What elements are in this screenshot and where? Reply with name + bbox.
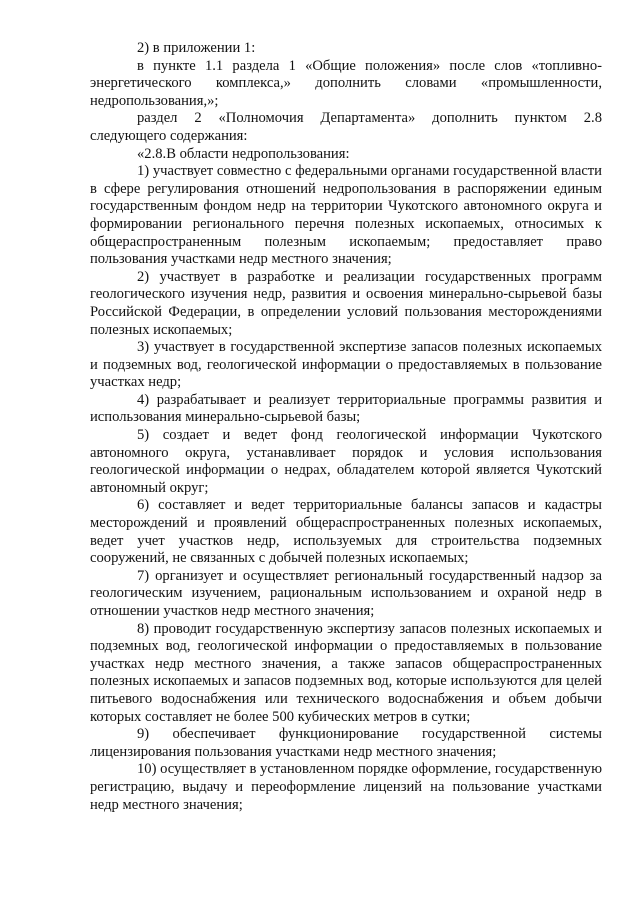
- list-item-8: 8) проводит государственную экспертизу запасов полезных ископаемых и подземных вод, геологической информации о предоставляемых в пользование участках недр местного значения, а также запасов общераспространенных полезных ископаемых и запасов подземных вод, которые используются для целей питьевого водоснабжения или технического водоснабжения и объем добычи которых составляет не более 500 кубических метров в сутки;: [90, 620, 602, 725]
- list-item-10: 10) осуществляет в установленном порядке оформление, государственную регистрацию, выдачу и переоформление лицензий на пользование участками недр местного значения;: [90, 761, 602, 813]
- paragraph-appendix-1: 2) в приложении 1:: [137, 40, 256, 56]
- list-item-6: 6) составляет и ведет территориальные балансы запасов и кадастры месторождений и проявлений общераспространенных полезных ископаемых, ведет учет участков недр, используемых для строительства подземных сооружений, не связанных с добычей полезных ископаемых;: [90, 497, 602, 567]
- paragraph-2-8-heading: «2.8.В области недропользования:: [137, 145, 350, 162]
- paragraph-section-2-amendment: раздел 2 «Полномочия Департамента» дополнить пунктом 2.8 следующего содержания:: [90, 110, 602, 144]
- paragraph-item-1-1-amendment: в пункте 1.1 раздела 1 «Общие положения» после слов «топливно-энергетического комплекса,» дополнить словами «промышленности, недропользования,»;: [90, 57, 602, 109]
- list-item-2: 2) участвует в разработке и реализации государственных программ геологического изучения недр, развития и освоения минерально-сырьевой базы Российской Федерации, в определении условий пользования месторождениями полезных ископаемых;: [90, 268, 602, 338]
- list-item-9: 9) обеспечивает функционирование государственной системы лицензирования пользования участками недр местного значения;: [90, 726, 602, 760]
- list-item-3: 3) участвует в государственной экспертизе запасов полезных ископаемых и подземных вод, геологической информации о предоставляемых в пользование участках недр;: [90, 339, 602, 391]
- list-item-4: 4) разрабатывает и реализует территориальные программы развития и использования минерально-сырьевой базы;: [90, 391, 602, 426]
- list-item-7: 7) организует и осуществляет региональный государственный надзор за геологическим изучением, рациональным использованием и охраной недр в отношении участков недр местного значения;: [90, 567, 602, 619]
- list-item-5: 5) создает и ведет фонд геологической информации Чукотского автономного округа, устанавливает порядок и условия использования геологической информации о недрах, обладателем которой является Чукотский автономный округ;: [90, 427, 602, 496]
- list-item-1: 1) участвует совместно с федеральными органами государственной власти в сфере регулирования отношений недропользования в распоряжении единым государственным фондом недр на территории Чукотского автономного округа и формировании регионального перечня полезных ископаемых, относимых к общераспространенным полезным ископаемым; предоставляет право пользования участками недр местного значения;: [90, 163, 602, 268]
- document-page: [90, 40, 602, 814]
